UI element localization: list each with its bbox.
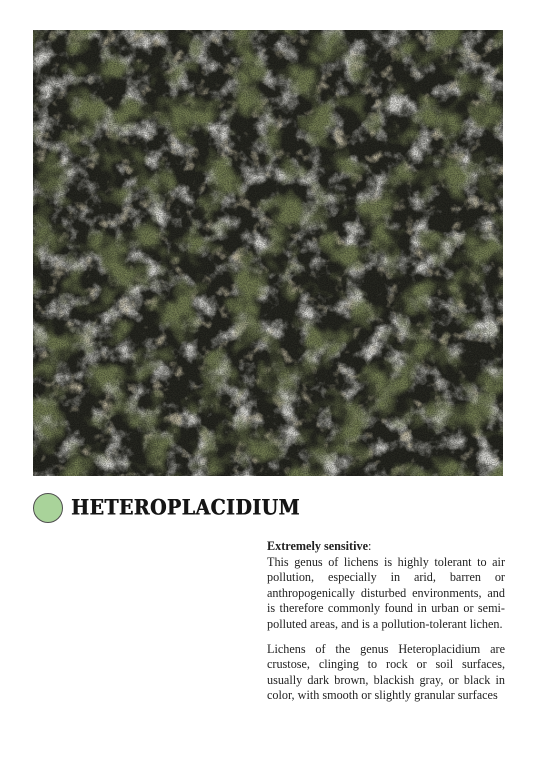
- genus-title: HETEROPLACIDIUM: [71, 495, 300, 521]
- description-paragraph-2: Lichens of the genus Heteroplacidium are crustose, clinging to rock or soil surfaces, usually dark brown, blackish gray, or black in color, with smooth or slightly granular surfaces: [267, 641, 505, 703]
- lichen-photo: [33, 30, 503, 476]
- lichen-texture: [33, 30, 503, 476]
- lead-label: Extremely sensitive: [267, 539, 368, 553]
- paragraph-1-text: This genus of lichens is highly tolerant to air pollution, especially in arid, barren or anthropogenically disturbed environments, and is therefore commonly found in urban or semi-polluted areas, and is a pollution-tolerant lichen.: [267, 554, 505, 631]
- description-paragraph-1: [267, 539, 505, 633]
- description-text: [267, 539, 505, 704]
- section-heading: [33, 491, 300, 525]
- lead-colon: :: [367, 539, 372, 553]
- green-circle-bullet: [33, 493, 63, 523]
